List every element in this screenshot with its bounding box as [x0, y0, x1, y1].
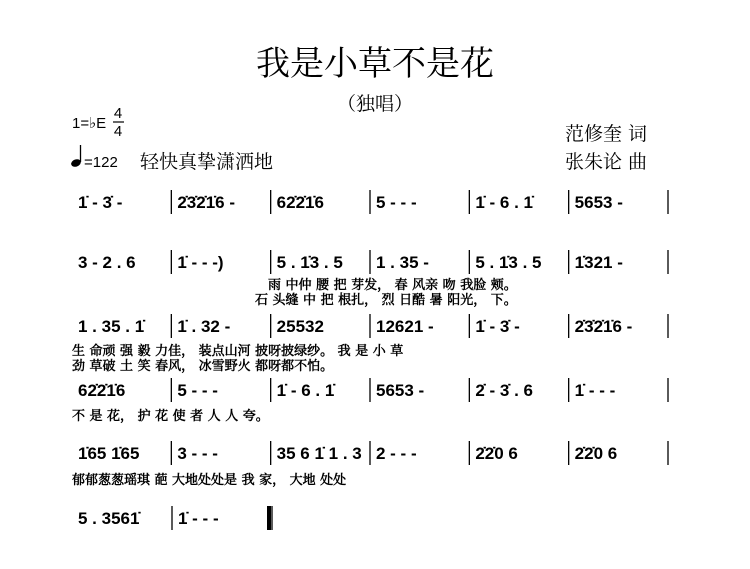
measure: 5 - - - [177, 381, 218, 400]
measure: 2̇2̇0 6 [475, 444, 518, 463]
composer-credit: 张朱论 曲 [565, 151, 648, 173]
measure: 62̇2̇1̇6 [78, 381, 126, 400]
measure: 1̇ - - - [178, 509, 219, 528]
measure: 2̇3̇2̇1̇6 - [574, 317, 633, 336]
measure: 3 - 2 . 6 [78, 253, 136, 272]
measure: 5 - - - [376, 193, 417, 212]
lyric-line: 不 是 花， 护 花 使 者 人 人 夸。 [72, 409, 269, 424]
measure: 5 . 3561̇ [78, 509, 140, 528]
measure: 1̇ - 6 . 1̇ [276, 381, 335, 400]
measure: 5 . 1̇3 . 5 [276, 253, 343, 272]
measure: 25532 [276, 317, 324, 336]
lyric-line: 雨 中仲 腰 把 芽发， 春 风亲 吻 我脸 颊。 [268, 278, 517, 293]
lyricist-credit: 范修奎 词 [565, 123, 648, 145]
measure: 1̇ - - - [574, 381, 616, 400]
measure: 1̇ - - -) [177, 253, 224, 272]
measure: 2̇ - 3̇ . 6 [475, 381, 533, 400]
measure: 2̇3̇2̇1̇6 - [177, 193, 236, 212]
expression-mark: 轻快真挚潇洒地 [140, 151, 274, 173]
lyric-line: 石 头缝 中 把 根扎， 烈 日酷 暑 阳光， 下。 [255, 293, 517, 308]
measure: 1̇ . 32 - [177, 317, 231, 336]
measure: 12621 - [376, 317, 434, 336]
time-signature-bottom: 4 [113, 123, 123, 140]
measure: 2̇2̇0 6 [574, 444, 618, 463]
quarter-note-icon [70, 145, 82, 168]
performance-type: （独唱） [336, 93, 414, 115]
measure: 1̇ - 6 . 1̇ [475, 193, 533, 212]
time-signature-top: 4 [113, 105, 123, 122]
measure: 62̇2̇1̇6 [276, 193, 324, 212]
song-title: 我是小草不是花 [256, 44, 494, 84]
measure: 5653 - [574, 193, 623, 212]
lyric-line: 郁郁葱葱瑶琪 葩 大地处处是 我 家， 大地 处处 [72, 473, 347, 488]
measure: 5653 - [376, 381, 425, 400]
measure: 35 6 1̇ 1 . 3 [276, 444, 362, 463]
key-signature: 1=♭E [72, 115, 107, 132]
measure: 2 - - - [376, 444, 417, 463]
measure: 3 - - - [177, 444, 218, 463]
tempo: =122 [84, 154, 118, 171]
measure: 1 . 35 . 1̇ [78, 317, 145, 336]
measure: 1̇65 1̇65 [78, 444, 140, 463]
measure: 1̇ - 3̇ - [475, 317, 520, 336]
measure: 1̇ - 3̇ - [78, 193, 123, 212]
lyric-line: 劲 草破 土 笑 春风， 冰雪野火 都呀都不怕。 [72, 359, 334, 374]
measure: 1̇321 - [574, 253, 623, 272]
measure: 1 . 35 - [376, 253, 429, 272]
lyric-line: 生 命顽 强 毅 力佳， 装点山河 披呀披绿纱。 我 是 小 草 [72, 344, 404, 359]
measure: 5 . 1̇3 . 5 [475, 253, 542, 272]
final-bar-line [267, 506, 271, 530]
